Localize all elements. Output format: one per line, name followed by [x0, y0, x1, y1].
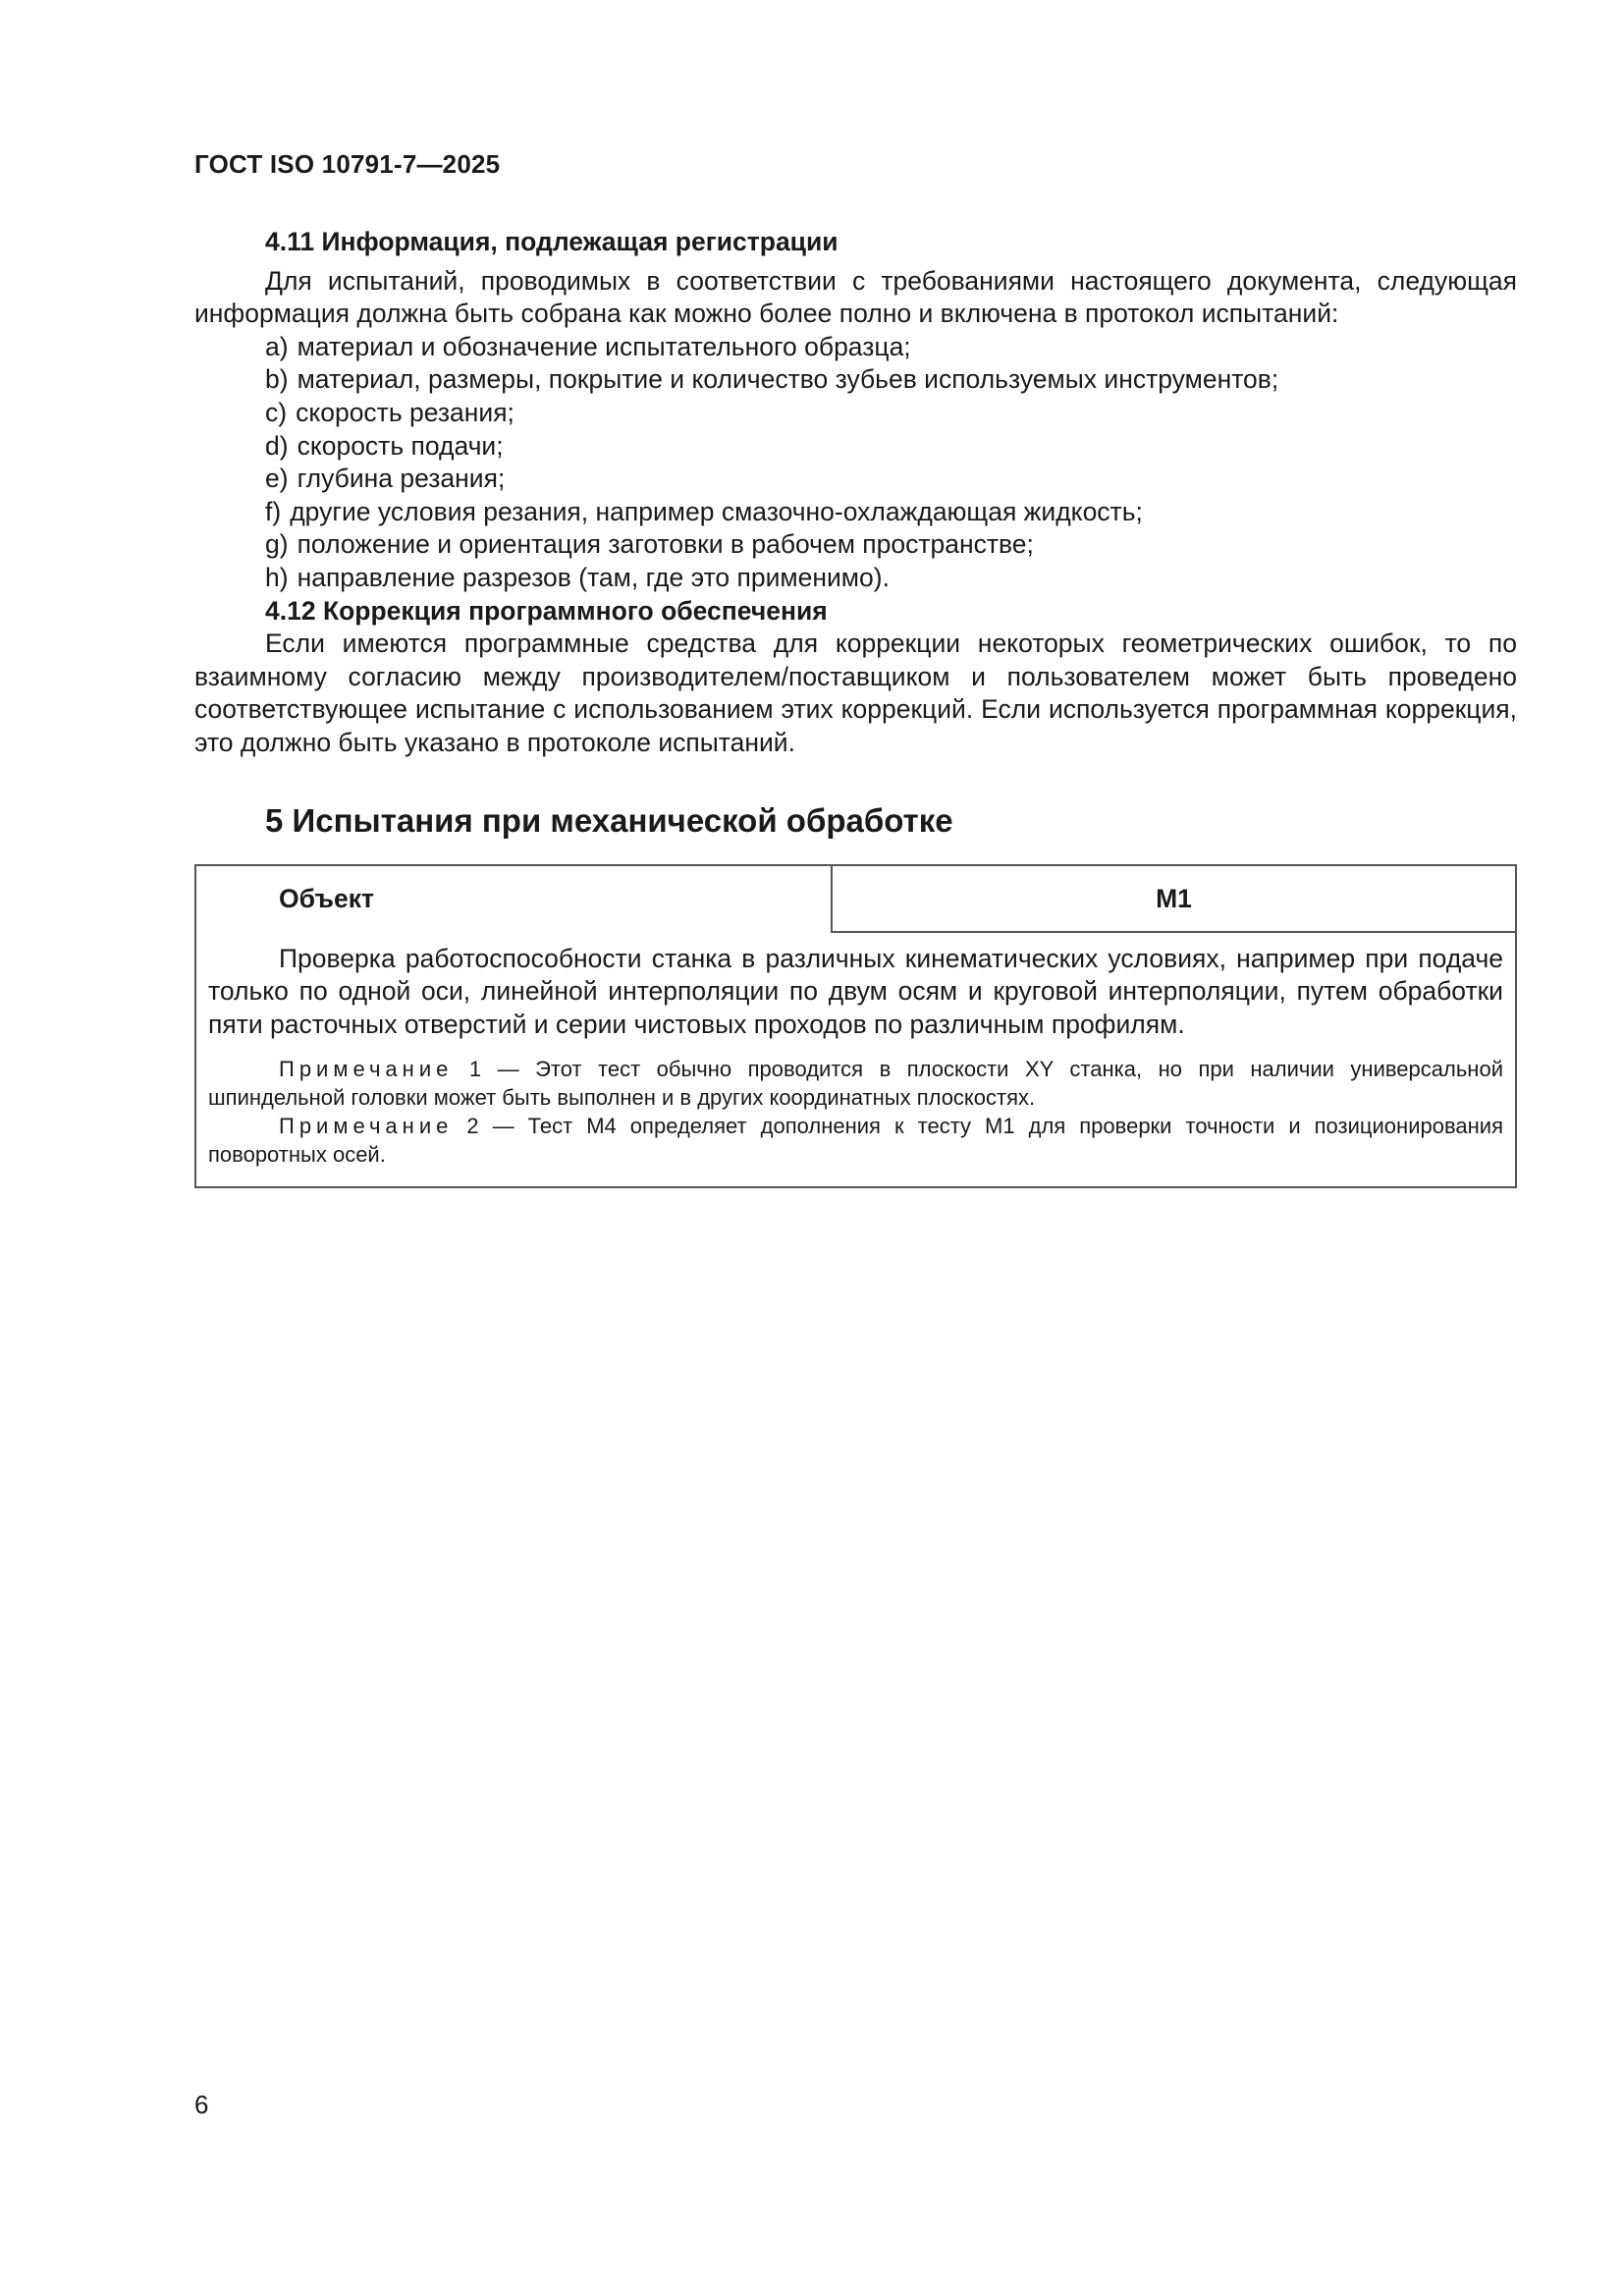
object-table [194, 864, 1517, 1189]
list-item-text: положение и ориентация заготовки в рабочем пространстве; [297, 529, 1034, 560]
note-text: 2 — Тест М4 определяет дополнения к тесту М1 для проверки точности и позиционирования поворотных осей. [208, 1114, 1503, 1168]
object-table-header [196, 866, 1515, 933]
list-marker: e) [265, 464, 289, 494]
note-label: Примечание [279, 1057, 454, 1082]
main-content [194, 226, 1517, 1188]
note-1 [208, 1055, 1503, 1112]
object-notes [208, 1055, 1503, 1169]
list-item-text: глубина резания; [297, 464, 506, 494]
list-item [194, 528, 1517, 562]
list-item-text: направление разрезов (там, где это применимо). [297, 562, 890, 592]
section-4-11-intro: Для испытаний, проводимых в соответствии с требованиями настоящего документа, следующая информация должна быть собрана как можно более полно и включена в протокол испытаний: [194, 265, 1517, 329]
list-item-text: скорость резания; [296, 397, 514, 427]
section-4-12-text: Если имеются программные средства для коррекции некоторых геометрических ошибок, то по взаимному согласию между производителем/поставщиком и пользователем может быть проведено соответствующее испытание с использованием этих коррекций. Если используется программная коррекция, это должно быть указано в протоколе испытаний. [194, 629, 1517, 757]
registration-list [194, 331, 1517, 595]
note-2 [208, 1112, 1503, 1169]
list-marker: b) [265, 364, 289, 395]
list-item-text: скорость подачи; [297, 430, 504, 461]
list-item [194, 463, 1517, 496]
list-item [194, 562, 1517, 595]
list-marker: d) [265, 430, 289, 461]
document-header: ГОСТ ISO 10791-7—2025 [194, 149, 501, 179]
section-4-11-title: 4.11 Информация, подлежащая регистрации [265, 227, 839, 256]
section-4-12-title: 4.12 Коррекция программного обеспечения [265, 595, 828, 626]
list-marker: c) [265, 397, 288, 427]
object-description: Проверка работоспособности станка в различных кинематических условиях, например при подаче только по одной оси, линейной интерполяции по двум осям и круговой интерполяции, путем обработки пяти расточных отверстий и серии чистовых проходов по различным профилям. [208, 943, 1503, 1039]
list-marker: h) [265, 562, 289, 592]
list-item [194, 430, 1517, 464]
list-item-text: материал и обозначение испытательного образца; [297, 331, 911, 361]
list-item [194, 397, 1517, 430]
chapter-5-title: 5 Испытания при механической обработке [265, 801, 953, 839]
list-marker: a) [265, 331, 289, 361]
page-number: 6 [194, 2090, 209, 2119]
list-item-text: другие условия резания, например смазочно-охлаждающая жидкость; [290, 496, 1143, 526]
list-marker: f) [265, 496, 282, 526]
list-item [194, 496, 1517, 529]
object-table-body [196, 933, 1515, 1187]
list-item-text: материал, размеры, покрытие и количество зубьев используемых инструментов; [297, 364, 1279, 395]
note-text: 1 — Этот тест обычно проводится в плоскости XY станка, но при наличии универсальной шпиндельной головки может быть выполнен и в других координатных плоскостях. [208, 1057, 1503, 1111]
list-item [194, 331, 1517, 364]
note-label: Примечание [279, 1114, 454, 1139]
list-item [194, 363, 1517, 397]
object-code: M1 [833, 866, 1515, 933]
list-marker: g) [265, 529, 289, 560]
object-label: Объект [196, 866, 833, 933]
